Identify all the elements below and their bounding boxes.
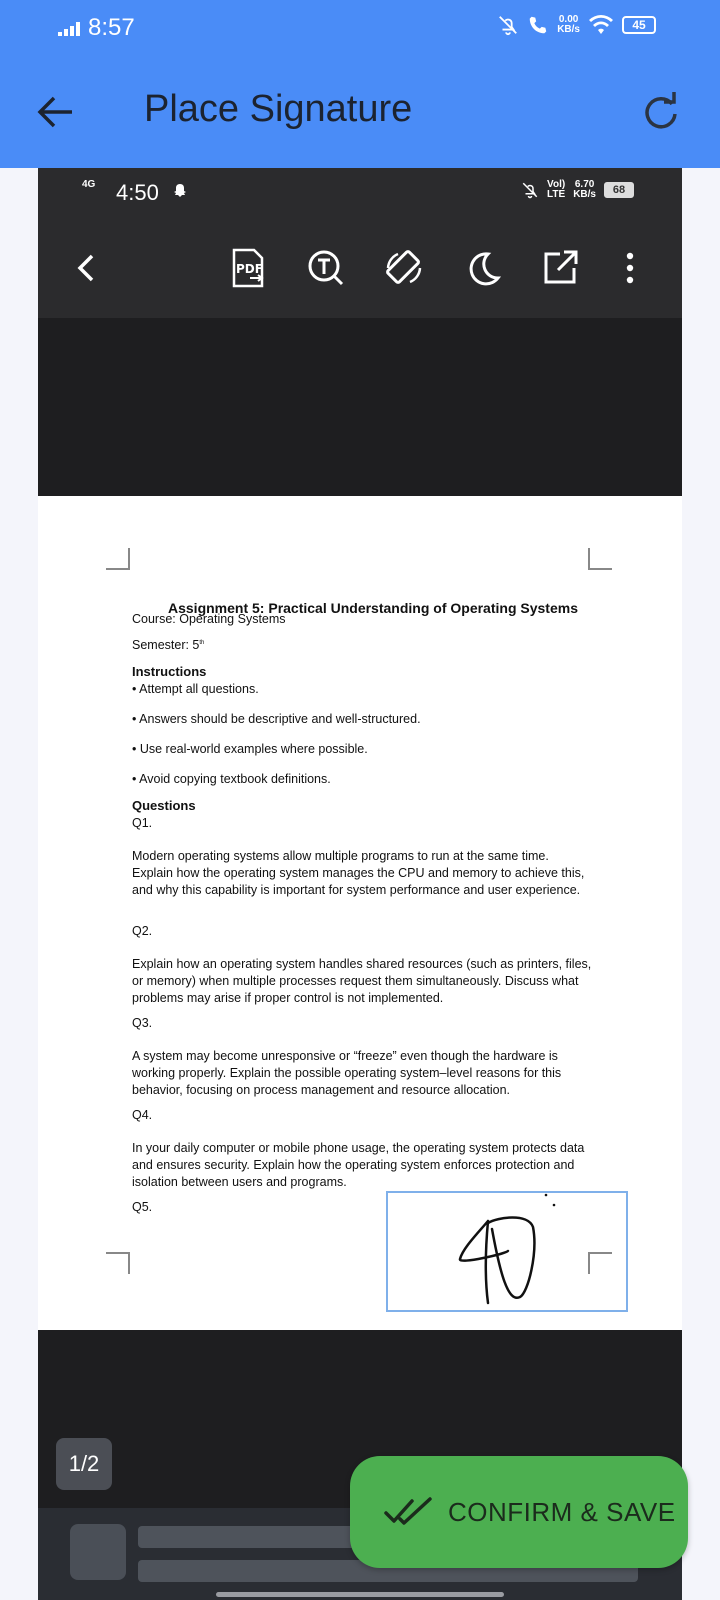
signature-image	[388, 1193, 626, 1310]
gesture-bar	[216, 1592, 504, 1597]
instruction-item: • Answers should be descriptive and well-structured.	[132, 712, 421, 726]
questions-heading: Questions	[132, 798, 196, 813]
question-text: Modern operating systems allow multiple programs to run at the same time. Explain how the operating system manages the CPU and memory to achieve this, and why this capability is important for system performance and user experience.	[132, 849, 585, 897]
inner-status-bar	[38, 168, 682, 218]
double-check-icon	[384, 1497, 434, 1527]
status-icons	[497, 14, 656, 36]
inner-battery-icon: 68	[604, 182, 634, 198]
status-time: 8:57	[88, 14, 135, 41]
question-label: Q4.	[132, 1108, 153, 1122]
pdf-page[interactable]	[38, 496, 682, 1330]
inner-volte: Vol) LTE	[547, 179, 566, 200]
inner-net-speed: 6.70 KB/s	[573, 179, 596, 200]
night-mode-moon-icon	[460, 246, 504, 290]
question-label: Q1.	[132, 816, 153, 830]
wifi-icon	[588, 14, 614, 36]
battery-icon: 45	[622, 16, 656, 34]
instruction-item: • Use real-world examples where possible.	[132, 742, 368, 756]
crop-mark	[106, 1252, 130, 1274]
text-search-icon	[304, 246, 348, 290]
page-title: Place Signature	[144, 88, 413, 130]
snapchat-icon	[172, 183, 188, 199]
instruction-item: • Avoid copying textbook definitions.	[132, 772, 331, 786]
svg-text:PDF: PDF	[236, 262, 263, 276]
page-indicator: 1/2	[56, 1438, 112, 1490]
question-label: Q3.	[132, 1016, 153, 1030]
inner-status-icons	[521, 180, 634, 200]
crop-mark	[106, 548, 130, 570]
placeholder-thumbnail	[70, 1524, 126, 1580]
rotate-screen-icon	[382, 246, 426, 290]
pdf-toolbar	[38, 218, 682, 318]
app-header	[0, 0, 720, 168]
cellular-signal-icon	[58, 22, 82, 36]
net-speed: 0.00 KB/s	[557, 14, 580, 35]
instructions-heading: Instructions	[132, 664, 207, 679]
inner-status-time: 4:50	[116, 180, 159, 205]
inner-bell-off-icon	[521, 181, 539, 199]
wifi-calling-icon	[527, 14, 549, 36]
more-vert-icon	[608, 246, 652, 290]
bell-off-icon	[497, 14, 519, 36]
refresh-icon[interactable]	[640, 92, 680, 132]
crop-mark	[588, 548, 612, 570]
inner-net-type: 4G	[82, 179, 96, 190]
chevron-left-icon	[64, 246, 108, 290]
open-external-icon	[538, 246, 582, 290]
course-line: Course: Operating Systems	[132, 612, 286, 626]
question-text: In your daily computer or mobile phone usage, the operating system protects data and ensures security. Explain how the operating system enforces protection and isolation between users and programs.	[132, 1141, 585, 1189]
semester-line: Semester: 5th	[132, 638, 205, 652]
pdf-preview-screenshot	[38, 168, 682, 1600]
question-label: Q2.	[132, 924, 153, 938]
pdf-convert-icon	[226, 246, 270, 290]
instruction-item: • Attempt all questions.	[132, 682, 259, 696]
document-title: Assignment 5: Practical Understanding of Operating Systems	[168, 600, 578, 616]
question-text: A system may become unresponsive or “freeze” even though the hardware is working properly. Explain the possible operating system–level reasons for this behavior, focusing on process management and resource allocation.	[132, 1049, 562, 1097]
question-label: Q5.	[132, 1200, 153, 1214]
signature-placement-box[interactable]	[386, 1191, 628, 1312]
confirm-save-label: CONFIRM & SAVE	[448, 1496, 676, 1527]
viewer-background	[38, 318, 682, 496]
question-text: Explain how an operating system handles shared resources (such as printers, files, or memory) when multiple processes request them simultaneously. Discuss what problems may arise if proper control is not implemented.	[132, 957, 592, 1005]
back-arrow-icon[interactable]	[36, 92, 76, 132]
confirm-save-button[interactable]	[350, 1456, 688, 1568]
